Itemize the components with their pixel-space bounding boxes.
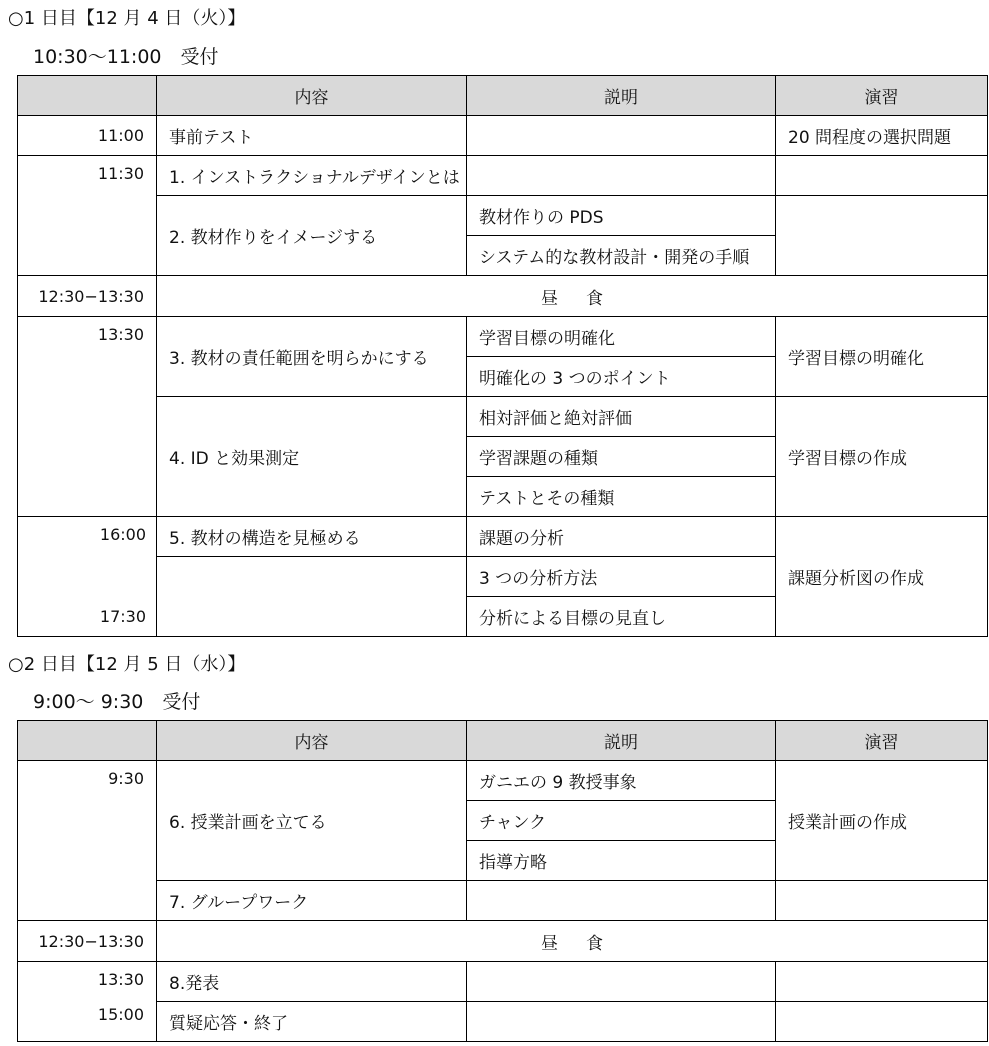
- time-cell: 13:30: [18, 317, 157, 517]
- content-header: 内容: [157, 76, 467, 116]
- table-row: [18, 881, 988, 921]
- start-time: 13:30: [97, 970, 144, 989]
- end-time: 15:00: [97, 1005, 144, 1024]
- explanation-cell: 相対評価と絶対評価: [467, 397, 776, 437]
- exercise-cell: 授業計画の作成: [776, 761, 988, 881]
- explanation-cell: システム的な教材設計・開発の手順: [467, 236, 776, 276]
- explanation-cell: [467, 116, 776, 156]
- content-cell: [157, 557, 467, 637]
- table-row: [18, 196, 988, 236]
- table-row: [18, 156, 988, 196]
- start-time: 16:00: [99, 525, 146, 544]
- lunch-label-a: 昼: [541, 288, 558, 309]
- explanation-cell: 指導方略: [467, 841, 776, 881]
- table-row: [18, 962, 988, 1002]
- lunch-label-b: 食: [586, 933, 603, 954]
- explanation-cell: [467, 156, 776, 196]
- explanation-cell: チャンク: [467, 801, 776, 841]
- table-row: [18, 761, 988, 801]
- exercise-cell: 20 問程度の選択問題: [776, 116, 988, 156]
- lunch-label-a: 昼: [541, 933, 558, 954]
- explanation-header: 説明: [467, 721, 776, 761]
- exercise-cell: 学習目標の明確化: [776, 317, 988, 397]
- lunch-label-b: 食: [586, 288, 603, 309]
- time-cell: 9:30: [18, 761, 157, 921]
- explanation-cell: 分析による目標の見直し: [467, 597, 776, 637]
- end-time: 17:30: [99, 607, 146, 626]
- day1-schedule-table: [17, 75, 988, 637]
- day1-heading: ○1 日目【12 月 4 日（火）】: [8, 8, 246, 29]
- explanation-cell: テストとその種類: [467, 477, 776, 517]
- exercise-header: 演習: [776, 76, 988, 116]
- content-header: 内容: [157, 721, 467, 761]
- explanation-cell: 教材作りの PDS: [467, 196, 776, 236]
- content-cell: 4. ID と効果測定: [157, 397, 467, 517]
- content-cell: 1. インストラクショナルデザインとは: [157, 156, 467, 196]
- day2-heading: ○2 日目【12 月 5 日（水）】: [8, 654, 246, 675]
- exercise-cell: [776, 881, 988, 921]
- table-row: [18, 116, 988, 156]
- explanation-cell: [467, 962, 776, 1002]
- time-header: [18, 721, 157, 761]
- exercise-cell: 課題分析図の作成: [776, 517, 988, 637]
- table-header-row: [18, 76, 988, 116]
- explanation-cell: 学習課題の種類: [467, 437, 776, 477]
- content-cell: 質疑応答・終了: [157, 1002, 467, 1042]
- lunch-cell: [157, 921, 988, 962]
- exercise-header: 演習: [776, 721, 988, 761]
- content-cell: 2. 教材作りをイメージする: [157, 196, 467, 276]
- lunch-row: [18, 921, 988, 962]
- explanation-cell: [467, 881, 776, 921]
- exercise-cell: [776, 196, 988, 276]
- table-row: [18, 517, 988, 557]
- day2-reception: 9:00～ 9:30 受付: [33, 691, 201, 713]
- exercise-cell: [776, 1002, 988, 1042]
- table-row: [18, 1002, 988, 1042]
- explanation-cell: 課題の分析: [467, 517, 776, 557]
- content-cell: 8.発表: [157, 962, 467, 1002]
- lunch-row: [18, 276, 988, 317]
- time-cell: 11:30: [18, 156, 157, 276]
- exercise-cell: [776, 962, 988, 1002]
- explanation-header: 説明: [467, 76, 776, 116]
- lunch-cell: [157, 276, 988, 317]
- explanation-cell: 明確化の 3 つのポイント: [467, 357, 776, 397]
- exercise-cell: 学習目標の作成: [776, 397, 988, 517]
- time-cell: 11:00: [18, 116, 157, 156]
- time-cell: [18, 517, 157, 637]
- table-header-row: [18, 721, 988, 761]
- explanation-cell: ガニエの 9 教授事象: [467, 761, 776, 801]
- table-row: [18, 317, 988, 357]
- time-cell: 12:30−13:30: [18, 276, 157, 317]
- time-cell: 12:30−13:30: [18, 921, 157, 962]
- exercise-cell: [776, 156, 988, 196]
- time-header: [18, 76, 157, 116]
- content-cell: 事前テスト: [157, 116, 467, 156]
- content-cell: 3. 教材の責任範囲を明らかにする: [157, 317, 467, 397]
- content-cell: 7. グループワーク: [157, 881, 467, 921]
- table-row: [18, 397, 988, 437]
- day2-schedule-table: [17, 720, 988, 1042]
- time-cell: [18, 962, 157, 1042]
- explanation-cell: 学習目標の明確化: [467, 317, 776, 357]
- content-cell: 5. 教材の構造を見極める: [157, 517, 467, 557]
- explanation-cell: [467, 1002, 776, 1042]
- content-cell: 6. 授業計画を立てる: [157, 761, 467, 881]
- explanation-cell: 3 つの分析方法: [467, 557, 776, 597]
- day1-reception: 10:30～11:00 受付: [33, 46, 219, 68]
